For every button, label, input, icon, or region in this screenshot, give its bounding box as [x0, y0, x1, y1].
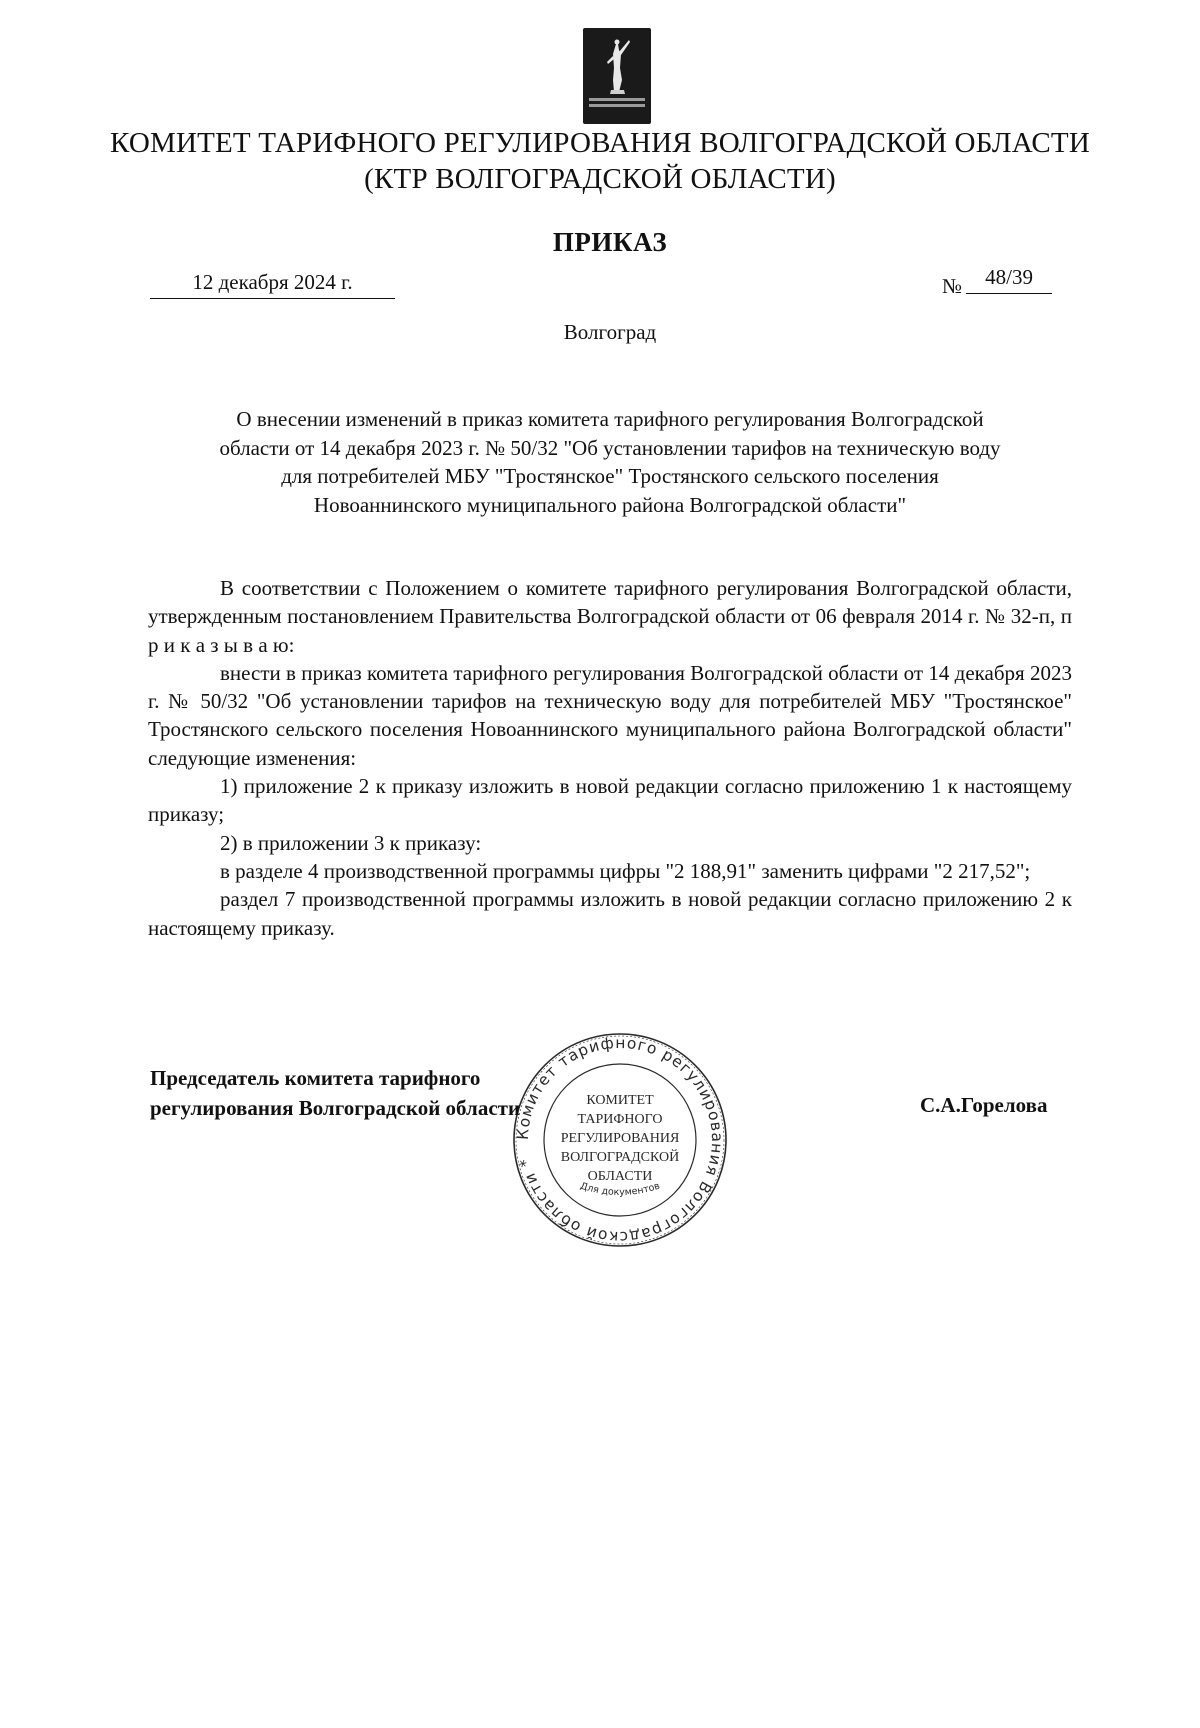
stamp-center-line: ТАРИФНОГО	[577, 1112, 663, 1127]
document-city: Волгоград	[563, 320, 657, 344]
subject-line: Новоаннинского муниципального района Волгоградской области"	[313, 492, 907, 517]
body-paragraph: 1) приложение 2 к приказу изложить в новой редакции согласно приложению 1 к настоящему приказу;	[148, 774, 1072, 827]
stamp-bottom-text: Для документов	[578, 1180, 662, 1199]
subject-line: О внесении изменений в приказ комитета тарифного регулирования Волгоградской	[236, 407, 984, 431]
document-body	[148, 574, 1072, 942]
stamp-center-line: ВОЛГОГРАДСКОЙ	[560, 1150, 680, 1165]
signatory-position-line: регулирования Волгоградской области	[150, 1096, 521, 1120]
document-date: 12 декабря 2024 г.	[150, 270, 395, 299]
body-paragraph: внести в приказ комитета тарифного регулирования Волгоградской области от 14 декабря 2023 г. № 50/32 "Об установлении тарифов на техническую воду для потребителей МБУ "Тростянское" Тростянского сельского поселения Новоаннинского муниципального района Волгоградской области" следующие изменения:	[148, 660, 1072, 770]
signatory-position-line: Председатель комитета тарифного	[150, 1066, 481, 1090]
stamp-center-line: РЕГУЛИРОВАНИЯ	[560, 1131, 680, 1146]
body-paragraph: раздел 7 производственной программы изложить в новой редакции согласно приложению 2 к настоящему приказу.	[148, 887, 1072, 940]
subject-line: области от 14 декабря 2023 г. № 50/32 "Об установлении тарифов на техническую воду	[219, 435, 1001, 460]
number-sign: №	[942, 274, 963, 298]
stamp-center-line: КОМИТЕТ	[586, 1093, 654, 1108]
document-number: 48/39	[966, 265, 1052, 294]
coat-of-arms-icon	[583, 28, 651, 124]
stamp-outer-text: Комитет тарифного регулирования Волгоградской области *	[513, 1033, 727, 1247]
signatory-position	[150, 1063, 520, 1123]
body-paragraph: В соответствии с Положением о комитете тарифного регулирования Волгоградской области, утвержденным постановлением Правительства Волгоградской области от 06 февраля 2014 г. № 32-п, п р и к а з ы в а ю:	[148, 576, 1072, 657]
document-subject	[145, 405, 1075, 519]
body-paragraph: в разделе 4 производственной программы цифры "2 188,91" заменить цифрами "2 217,52";	[220, 858, 1031, 883]
subject-line: для потребителей МБУ "Тростянское" Тростянского сельского поселения	[281, 464, 939, 488]
official-stamp	[510, 1030, 730, 1250]
document-number-block	[942, 265, 1052, 299]
stamp-center-line: ОБЛАСТИ	[587, 1169, 653, 1184]
signatory-name: С.А.Горелова	[920, 1093, 1048, 1117]
organization-title: КОМИТЕТ ТАРИФНОГО РЕГУЛИРОВАНИЯ ВОЛГОГРАДСКОЙ ОБЛАСТИ	[110, 127, 1090, 159]
organization-abbreviation: (КТР ВОЛГОГРАДСКОЙ ОБЛАСТИ)	[364, 163, 836, 195]
document-type: ПРИКАЗ	[552, 227, 668, 257]
body-paragraph: 2) в приложении 3 к приказу:	[220, 830, 482, 855]
